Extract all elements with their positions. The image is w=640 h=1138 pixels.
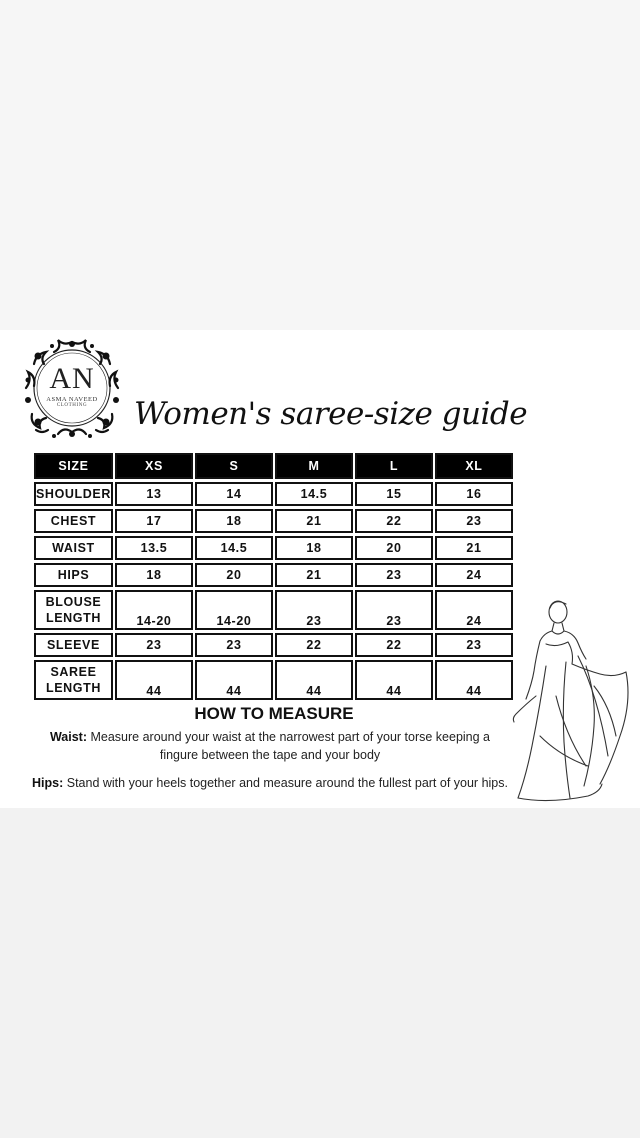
table-cell: 24 xyxy=(435,590,513,630)
hips-instruction xyxy=(30,774,510,792)
table-row xyxy=(34,633,513,657)
table-cell: 21 xyxy=(275,509,353,533)
header-cell: XS xyxy=(115,453,193,479)
brand-logo xyxy=(18,334,126,442)
table-cell: 18 xyxy=(195,509,273,533)
row-label: CHEST xyxy=(34,509,113,533)
table-cell: 14.5 xyxy=(275,482,353,506)
row-label-line: LENGTH xyxy=(45,611,101,625)
waist-text: Measure around your waist at the narrowest part of your torse keeping a fingure between the tape and your body xyxy=(87,730,491,762)
row-label: WAIST xyxy=(34,536,113,560)
table-cell: 44 xyxy=(195,660,273,700)
table-cell: 13 xyxy=(115,482,193,506)
hips-text: Stand with your heels together and measure around the fullest part of your hips. xyxy=(63,776,508,790)
table-cell: 17 xyxy=(115,509,193,533)
table-cell: 44 xyxy=(115,660,193,700)
header-cell: XL xyxy=(435,453,513,479)
hips-label: Hips: xyxy=(32,776,64,790)
row-label-line: SAREE xyxy=(50,665,97,679)
table-cell: 23 xyxy=(435,633,513,657)
table-row xyxy=(34,536,513,560)
table-cell: 16 xyxy=(435,482,513,506)
table-cell: 22 xyxy=(275,633,353,657)
table-cell: 24 xyxy=(435,563,513,587)
table-cell: 44 xyxy=(435,660,513,700)
table-cell: 21 xyxy=(435,536,513,560)
size-guide-card xyxy=(0,330,640,808)
table-cell: 23 xyxy=(275,590,353,630)
header-cell: S xyxy=(195,453,273,479)
waist-instruction xyxy=(30,728,510,764)
table-cell: 14-20 xyxy=(195,590,273,630)
header-cell: L xyxy=(355,453,433,479)
row-label xyxy=(34,590,113,630)
table-cell: 20 xyxy=(195,563,273,587)
row-label: HIPS xyxy=(34,563,113,587)
waist-label: Waist: xyxy=(49,730,88,744)
logo-monogram: AN xyxy=(49,362,95,395)
table-row xyxy=(34,563,513,587)
table-row xyxy=(34,509,513,533)
table-cell: 23 xyxy=(355,590,433,630)
bottom-blank-area xyxy=(0,808,640,1138)
row-label-line: BLOUSE xyxy=(45,595,102,609)
table-cell: 22 xyxy=(355,633,433,657)
table-cell: 14-20 xyxy=(115,590,193,630)
row-label xyxy=(34,660,113,700)
header-cell: SIZE xyxy=(34,453,113,479)
table-cell: 14.5 xyxy=(195,536,273,560)
table-cell: 14 xyxy=(195,482,273,506)
page-title: Women's saree-size guide xyxy=(134,396,528,432)
row-label-line: LENGTH xyxy=(45,681,101,695)
table-cell: 23 xyxy=(355,563,433,587)
table-cell: 44 xyxy=(275,660,353,700)
header-cell: M xyxy=(275,453,353,479)
row-label: SHOULDER xyxy=(34,482,113,506)
row-label: SLEEVE xyxy=(34,633,113,657)
table-header-row xyxy=(34,453,513,479)
logo-brand-name: ASMA NAVEED xyxy=(46,396,98,403)
table-cell: 23 xyxy=(435,509,513,533)
table-cell: 20 xyxy=(355,536,433,560)
logo-brand-sub: CLOTHING xyxy=(56,403,88,408)
table-cell: 15 xyxy=(355,482,433,506)
table-cell: 18 xyxy=(275,536,353,560)
table-row xyxy=(34,660,513,700)
logo-text xyxy=(18,334,126,442)
table-row xyxy=(34,590,513,630)
top-blank-area xyxy=(0,0,640,330)
table-cell: 18 xyxy=(115,563,193,587)
table-cell: 13.5 xyxy=(115,536,193,560)
saree-figure xyxy=(506,596,636,806)
how-to-heading: HOW TO MEASURE xyxy=(194,704,354,723)
table-cell: 23 xyxy=(115,633,193,657)
table-cell: 21 xyxy=(275,563,353,587)
table-cell: 22 xyxy=(355,509,433,533)
saree-woman-icon xyxy=(506,596,636,806)
size-table xyxy=(32,450,515,703)
table-cell: 44 xyxy=(355,660,433,700)
table-cell: 23 xyxy=(195,633,273,657)
table-row xyxy=(34,482,513,506)
